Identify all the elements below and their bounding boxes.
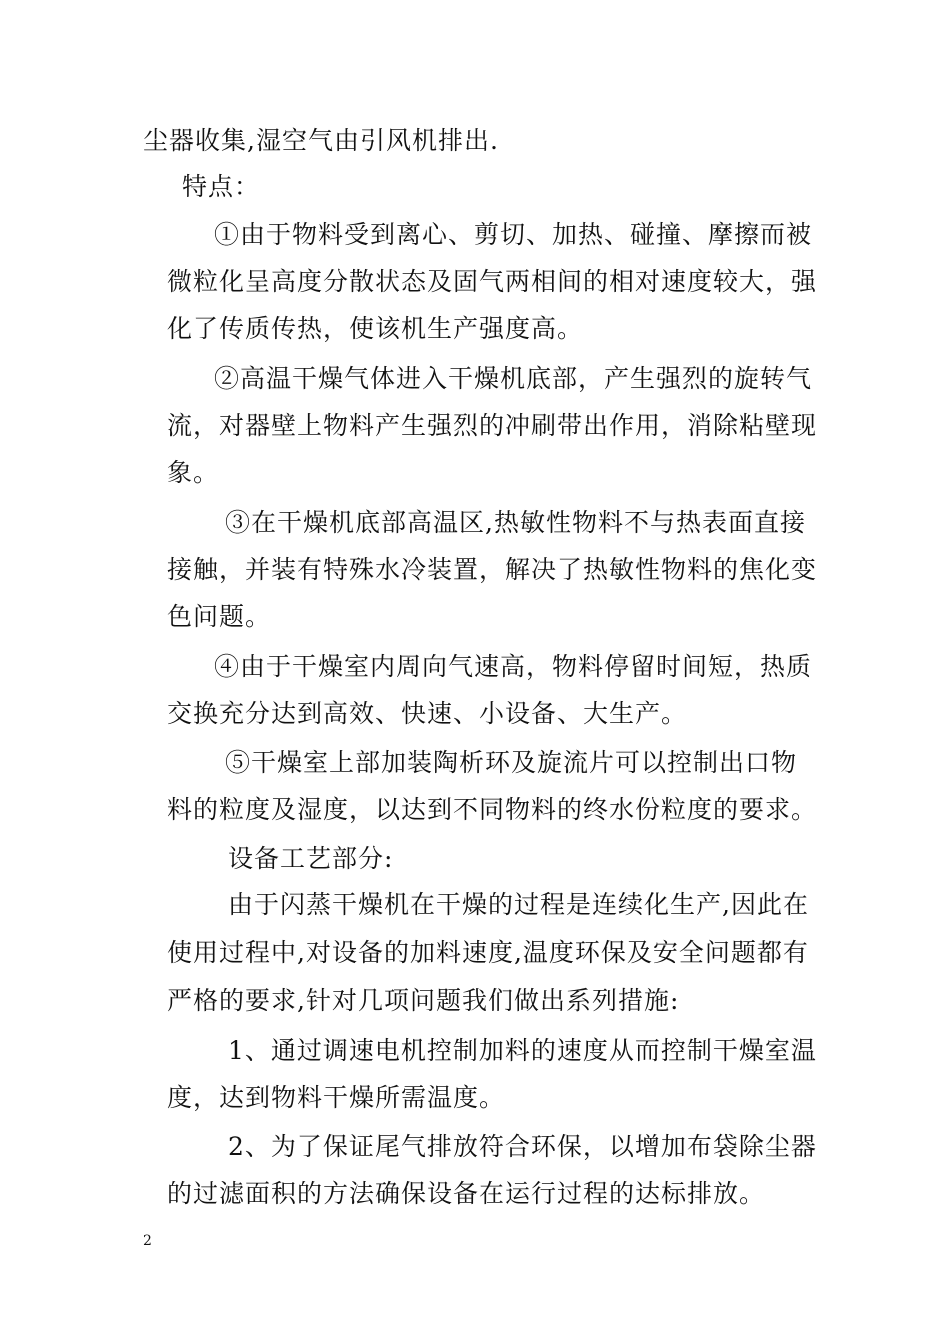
paragraph-line: 由于闪蒸干燥机在干燥的过程是连续化生产,因此在 <box>228 890 809 919</box>
paragraph-line: ④由于干燥室内周向气速高，物料停留时间短，热质 <box>214 652 813 681</box>
paragraph-line: 交换充分达到高效、快速、小设备、大生产。 <box>167 699 688 728</box>
section-heading-features: 特点： <box>182 172 261 201</box>
paragraph-line: 象。 <box>167 458 220 487</box>
paragraph-line: ③在干燥机底部高温区,热敏性物料不与热表面直接 <box>225 508 806 537</box>
paragraph-line: 料的粒度及湿度，以达到不同物料的终水份粒度的要求。 <box>167 795 818 824</box>
page-number: 2 <box>143 1233 152 1249</box>
paragraph-line: 1、通过调速电机控制加料的速度从而控制干燥室温 <box>228 1036 817 1065</box>
paragraph-line: 尘器收集,湿空气由引风机排出. <box>143 126 499 155</box>
paragraph-line: ②高温干燥气体进入干燥机底部，产生强烈的旋转气 <box>214 364 813 393</box>
paragraph-line: 使用过程中,对设备的加料速度,温度环保及安全问题都有 <box>167 938 809 967</box>
paragraph-line: 微粒化呈高度分散状态及固气两相间的相对速度较大，强 <box>167 267 818 296</box>
paragraph-line: 度，达到物料干燥所需温度。 <box>167 1083 506 1112</box>
paragraph-line: 严格的要求,针对几项问题我们做出系列措施: <box>167 986 680 1015</box>
paragraph-line: 的过滤面积的方法确保设备在运行过程的达标排放。 <box>167 1179 766 1208</box>
paragraph-line: 色问题。 <box>167 602 272 631</box>
paragraph-line: 接触，并装有特殊水冷装置，解决了热敏性物料的焦化变 <box>167 555 818 584</box>
paragraph-line: ⑤干燥室上部加装陶析环及旋流片可以控制出口物 <box>225 748 798 777</box>
paragraph-line: 流，对器壁上物料产生强烈的冲刷带出作用，消除粘壁现 <box>167 411 818 440</box>
paragraph-line: 化了传质传热，使该机生产强度高。 <box>167 314 584 343</box>
paragraph-line: 2、为了保证尾气排放符合环保，以增加布袋除尘器 <box>228 1132 817 1161</box>
section-heading-equipment-process: 设备工艺部分: <box>228 844 394 873</box>
paragraph-line: ①由于物料受到离心、剪切、加热、碰撞、摩擦而被 <box>214 220 813 249</box>
